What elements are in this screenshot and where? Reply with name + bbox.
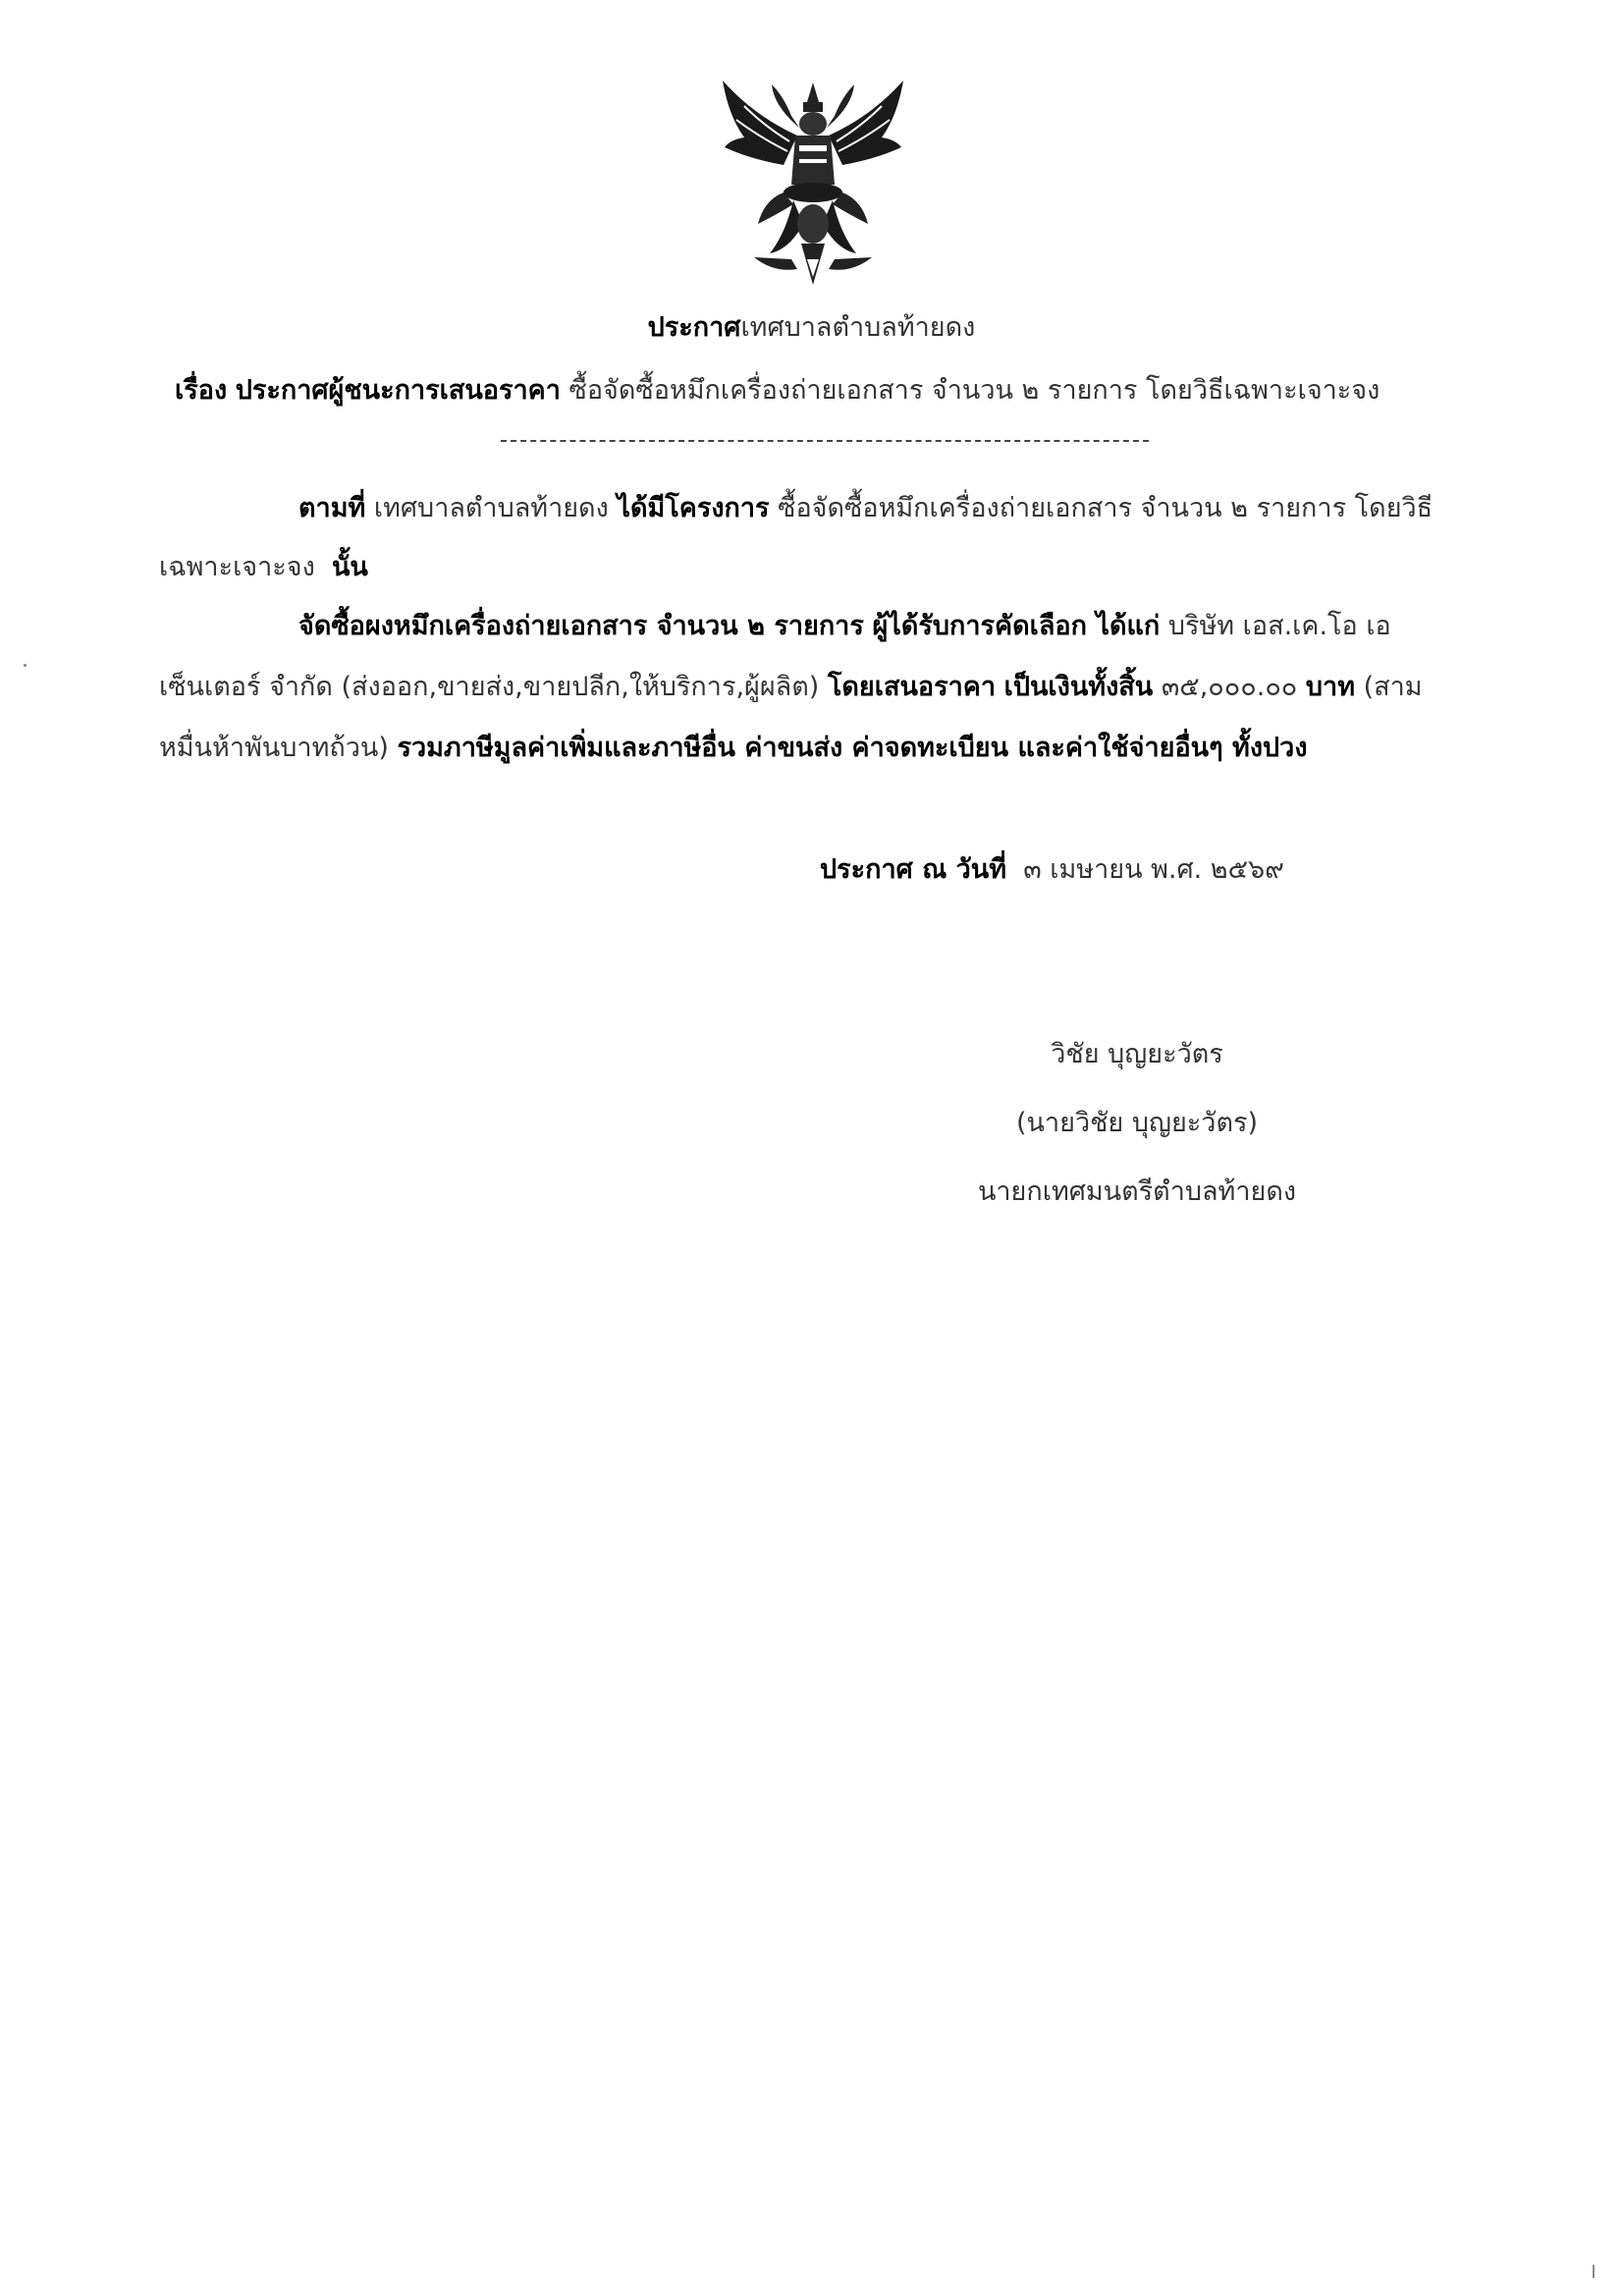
date-value: ๓ เมษายน พ.ศ. ๒๕๖๙ — [1023, 854, 1284, 885]
title-organization: เทศบาลตำบลท้ายดง — [740, 312, 976, 343]
p2-text: โดยเสนอราคา — [827, 672, 997, 702]
subject-normal-text: ซื้อจัดซื้อหมึกเครื่องถ่ายเอกสาร จำนวน ๒ รายการ โดยวิธีเฉพาะเจาะจง — [568, 375, 1380, 406]
paragraph2-line2 — [159, 668, 1423, 707]
scan-speck — [24, 664, 27, 667]
signatory-position: นายกเทศมนตรีตำบลท้ายดง — [977, 1176, 1297, 1207]
p2-text: บริษัท เอส.เค.โอ เอ — [1167, 611, 1391, 641]
p2-text: บาท — [1305, 672, 1355, 702]
title-bold-part: ประกาศ — [647, 312, 741, 343]
subject-line — [175, 371, 1380, 410]
paragraph2-line1 — [298, 607, 1391, 646]
paragraph1-line1 — [298, 489, 1433, 528]
scan-speck — [1593, 2265, 1595, 2278]
p2-text: รวมภาษีมูลค่าเพิ่มและภาษีอื่น ค่าขนส่ง ค่าจดทะเบียน และค่าใช้จ่ายอื่นๆ ทั้งปวง — [397, 733, 1308, 763]
p1-text: นั้น — [331, 552, 368, 582]
p1-text: ซื้อจัดซื้อหมึกเครื่องถ่ายเอกสาร จำนวน ๒ รายการ โดยวิธี — [778, 493, 1434, 523]
p2-text: (สาม — [1363, 672, 1423, 702]
p2-text: เซ็นเตอร์ จำกัด (ส่งออก,ขายส่ง,ขายปลีก,ให้บริการ,ผู้ผลิต) — [159, 672, 820, 702]
p2-amount: ๓๕,๐๐๐.๐๐ — [1161, 672, 1298, 702]
p2-text: จัดซื้อผงหมึกเครื่องถ่ายเอกสาร จำนวน ๒ รายการ — [298, 611, 864, 641]
garuda-emblem-icon — [715, 77, 911, 291]
p1-text: ได้มีโครงการ — [617, 493, 770, 523]
signatory-printed-name: (นายวิชัย บุญยะวัตร) — [1015, 1108, 1259, 1138]
p1-text: ตามที่ — [298, 493, 366, 523]
date-label: ประกาศ ณ วันที่ — [820, 854, 1007, 885]
p2-text: ผู้ได้รับการคัดเลือก ได้แก่ — [872, 611, 1161, 641]
paragraph2-line3 — [159, 729, 1308, 768]
p1-text: เฉพาะเจาะจง — [159, 552, 315, 582]
p2-text: หมื่นห้าพันบาทถ้วน) — [159, 733, 389, 763]
announcement-date — [820, 850, 1284, 890]
announcement-title — [0, 308, 1623, 348]
subject-label: เรื่อง — [175, 375, 228, 406]
p2-text: เป็นเงินทั้งสิ้น — [1003, 672, 1154, 702]
subject-bold-text: ประกาศผู้ชนะการเสนอราคา — [235, 375, 561, 406]
paragraph1-line2 — [159, 548, 368, 587]
divider-line — [501, 440, 1149, 442]
p1-text: เทศบาลตำบลท้ายดง — [373, 493, 609, 523]
signature: วิชัย บุญยะวัตร — [1051, 1039, 1223, 1069]
